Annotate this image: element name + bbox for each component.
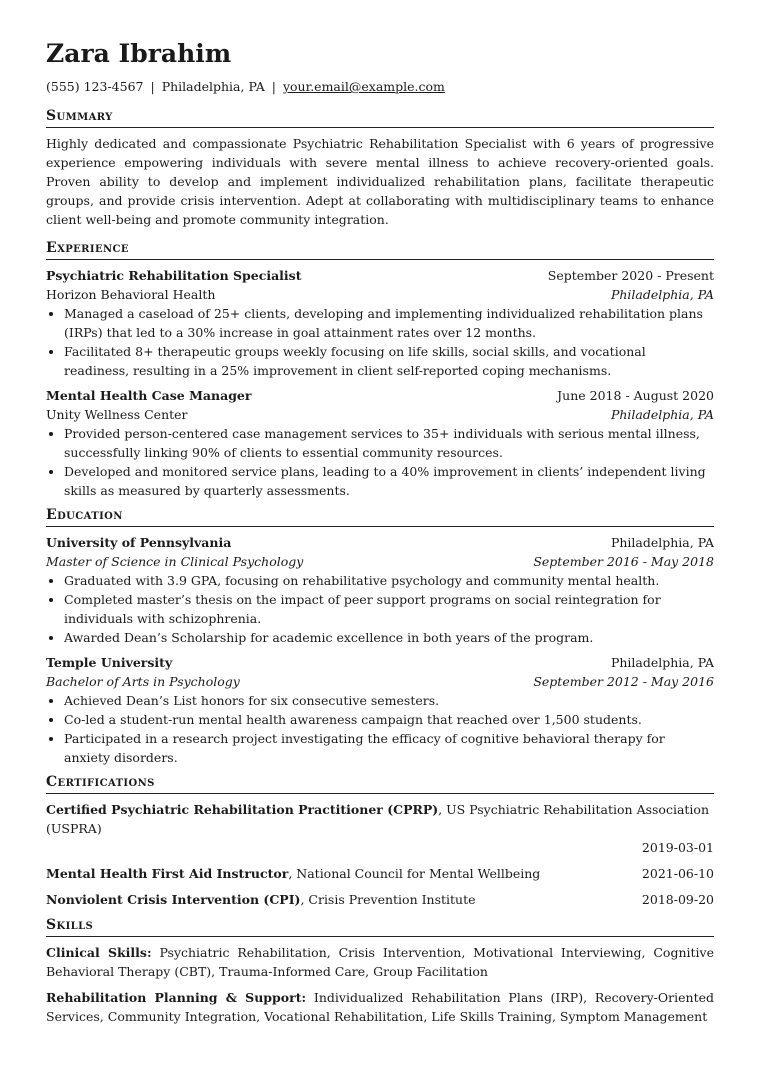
bullet-item: • Participated in a research project investigating the efficacy of cognitive behavioral therapy for anxiety disorders. (64, 729, 714, 767)
experience-entry (46, 386, 714, 500)
section-title: Experience (46, 239, 714, 260)
bullet-item: • Facilitated 8+ therapeutic groups weekly focusing on life skills, social skills, and vocational readiness, resulting in a 25% improvement in client self-reported coping mechanisms. (64, 342, 714, 380)
summary-text: Highly dedicated and compassionate Psychiatric Rehabilitation Specialist with 6 years of progressive experience empowering individuals with severe mental illness to achieve recovery-oriented goals. Proven ability to develop and implement individualized rehabilitation plans, facilitate therapeutic groups, and provide crisis intervention. Adept at collaborating with multidisciplinary teams to enhance client well-being and promote community integration. (46, 136, 714, 227)
education-entry (46, 533, 714, 647)
section-title: Education (46, 506, 714, 527)
section-title: Skills (46, 916, 714, 937)
certification-issuer: , Crisis Prevention Institute (300, 892, 476, 907)
job-dates: June 2018 - August 2020 (557, 388, 714, 403)
school-dates: September 2012 - May 2016 (533, 674, 714, 689)
education-section (46, 506, 714, 767)
certification-name: Mental Health First Aid Instructor (46, 866, 289, 881)
certification-date: 2018-09-20 (641, 892, 714, 907)
certification-name: Certified Psychiatric Rehabilitation Practitioner (CPRP) (46, 802, 439, 817)
degree: Master of Science in Clinical Psychology (46, 554, 304, 569)
employer: Horizon Behavioral Health (46, 287, 216, 302)
experience-entry (46, 266, 714, 380)
job-title: Psychiatric Rehabilitation Specialist (46, 268, 302, 283)
job-bullets (46, 304, 714, 380)
certification-entry (46, 800, 714, 857)
skill-label: Clinical Skills: (46, 945, 152, 960)
skill-label: Rehabilitation Planning & Support: (46, 990, 307, 1005)
employer: Unity Wellness Center (46, 407, 188, 422)
bullet-item: • Graduated with 3.9 GPA, focusing on rehabilitative psychology and community mental health. (64, 571, 714, 590)
school-location: Philadelphia, PA (610, 535, 714, 550)
skill-group (46, 943, 714, 981)
email-link[interactable]: your.email@example.com (282, 79, 445, 94)
certification-date: 2019-03-01 (641, 840, 714, 855)
school-dates: September 2016 - May 2018 (533, 554, 714, 569)
school-name: Temple University (46, 655, 173, 670)
phone-number: (555) 123-4567 (46, 79, 144, 94)
bullet-item: • Completed master’s thesis on the impact of peer support programs on social reintegration for individuals with schizophrenia. (64, 590, 714, 628)
certification-issuer: , US Psychiatric Rehabilitation Association (USPRA) (46, 802, 709, 836)
school-location: Philadelphia, PA (610, 655, 714, 670)
certifications-section (46, 773, 714, 909)
bullet-item: • Co-led a student-run mental health awareness campaign that reached over 1,500 students. (64, 710, 714, 729)
job-title: Mental Health Case Manager (46, 388, 252, 403)
job-location: Philadelphia, PA (610, 287, 714, 302)
candidate-name: Zara Ibrahim (46, 39, 232, 68)
contact-separator: | (150, 79, 155, 94)
certification-name: Nonviolent Crisis Intervention (CPI) (46, 892, 301, 907)
job-dates: September 2020 - Present (547, 268, 714, 283)
summary-section (46, 107, 714, 229)
bullet-item: • Managed a caseload of 25+ clients, developing and implementing individualized rehabilitation plans (IRPs) that led to a 30% increase in goal attainment rates over 12 months. (64, 304, 714, 342)
education-bullets (46, 571, 714, 647)
section-title: Certifications (46, 773, 714, 794)
bullet-item: • Achieved Dean’s List honors for six consecutive semesters. (64, 691, 714, 710)
location: Philadelphia, PA (161, 79, 265, 94)
bullet-item: • Provided person-centered case management services to 35+ individuals with serious mental illness, successfully linking 90% of clients to essential community resources. (64, 424, 714, 462)
contact-line (46, 78, 714, 95)
skill-group (46, 988, 714, 1026)
degree: Bachelor of Arts in Psychology (46, 674, 240, 689)
bullet-item: • Awarded Dean’s Scholarship for academic excellence in both years of the program. (64, 628, 714, 647)
certification-issuer: , National Council for Mental Wellbeing (288, 866, 541, 881)
education-bullets (46, 691, 714, 767)
experience-section (46, 239, 714, 500)
school-name: University of Pennsylvania (46, 535, 232, 550)
skills-section (46, 916, 714, 1026)
skill-list: Individualized Rehabilitation Plans (IRP), Recovery-Oriented Services, Community Integration, Vocational Rehabilitation, Life Skills Training, Symptom Management (46, 990, 714, 1024)
job-bullets (46, 424, 714, 500)
skill-list: Psychiatric Rehabilitation, Crisis Intervention, Motivational Interviewing, Cognitive Behavioral Therapy (CBT), Trauma-Informed Care, Group Facilitation (46, 945, 714, 979)
certification-date: 2021-06-10 (641, 866, 714, 881)
certification-entry (46, 890, 714, 909)
certification-entry (46, 864, 714, 883)
education-entry (46, 653, 714, 767)
bullet-item: • Developed and monitored service plans, leading to a 40% improvement in clients’ independent living skills as measured by quarterly assessments. (64, 462, 714, 500)
job-location: Philadelphia, PA (610, 407, 714, 422)
section-title: Summary (46, 107, 714, 128)
contact-separator: | (271, 79, 276, 94)
